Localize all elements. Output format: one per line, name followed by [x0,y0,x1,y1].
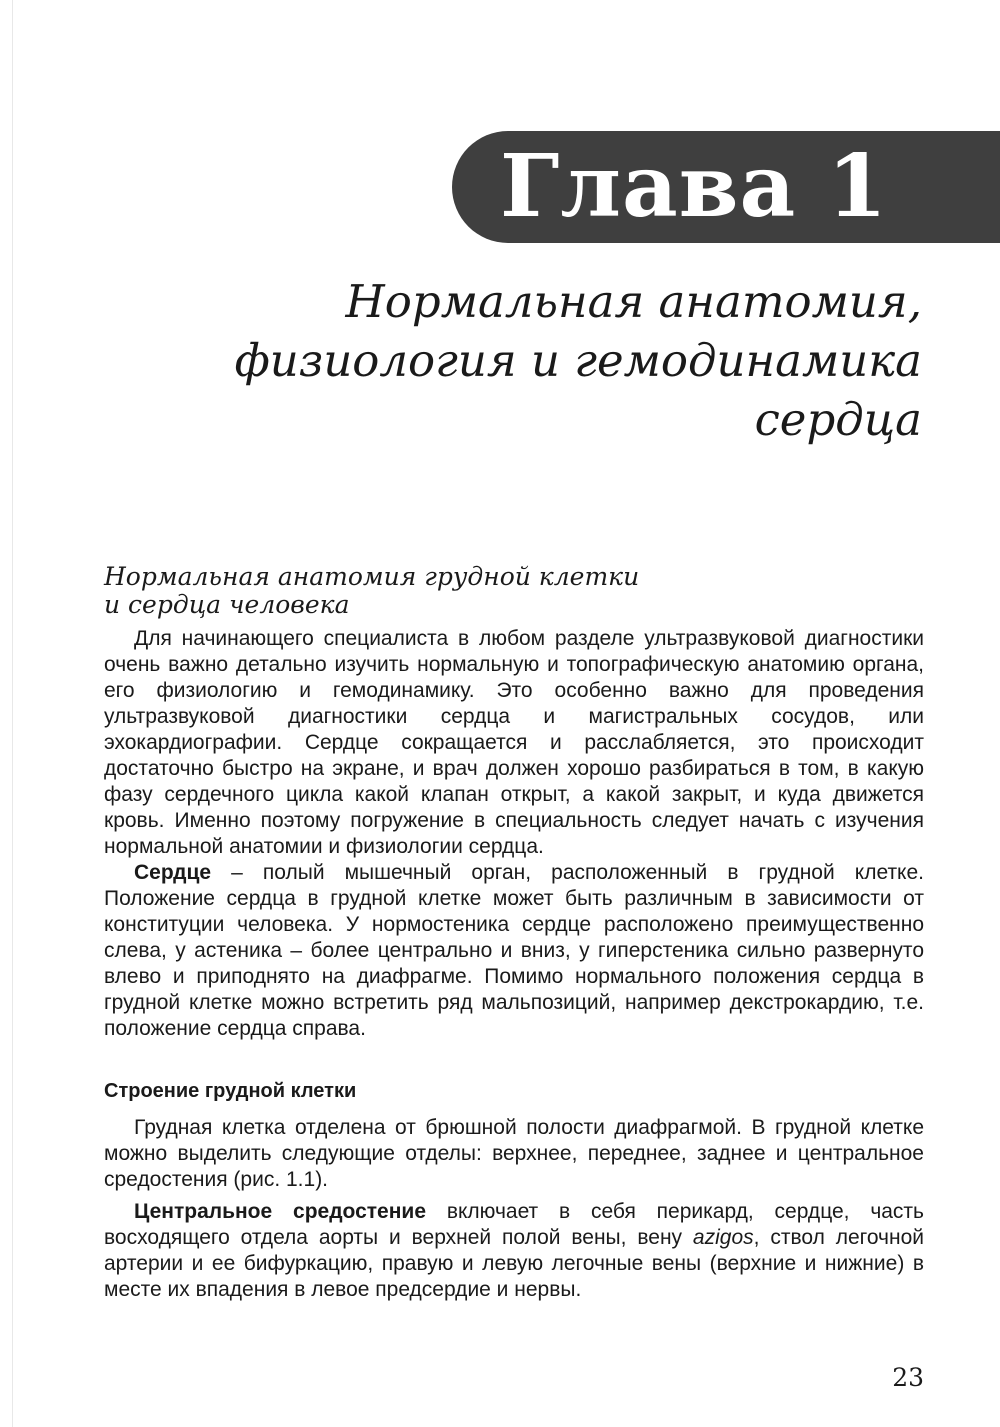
chapter-title [102,272,922,449]
chapter-title-line: физиология и гемодинамика [234,334,922,387]
chapter-label: Глава 1 [500,136,888,237]
chapter-title-line: Нормальная анатомия, [345,275,922,328]
page-edge-line [12,0,13,1427]
term-azigos: azigos [692,1226,754,1249]
chapter-title-line: сердца [754,393,922,446]
subsection-heading: Строение грудной клетки [104,1080,357,1102]
intro-paragraph: Для начинающего специалиста в любом разделе ультразвуковой диагностики очень важно детально изучить нормальную и топографическую анатомию органа, его физиологию и гемодинамику. Это особенно важно для проведения ультразвуковой диагностики сердца и магистральных сосудов, или эхокардиографии. Сердце сокращается и расслабляется, это происходит достаточно быстро на экране, и врач должен хорошо разбираться в том, в какую фазу сердечного цикла какой клапан открыт, а какой закрыт, и куда движется кровь. Именно поэтому погружение в специальность следует начать с изучения нормальной анатомии и физиологии сердца. [104,627,924,858]
subsection-body [104,1115,924,1303]
section-body [104,626,924,1042]
section-title-line: Нормальная анатомия грудной клетки [104,562,640,591]
page-number: 23 [892,1363,924,1392]
thorax-paragraph: Грудная клетка отделена от брюшной полости диафрагмой. В грудной клетке можно выделить следующие отделы: верхнее, переднее, заднее и центральное средостения (рис. 1.1). [104,1116,924,1191]
term-central-mediastinum: Центральное средостение [134,1200,426,1223]
mediastinum-paragraph: Центральное средостение включает в себя перикард, сердце, часть восходящего отдела аорты и верхней полой вены, вену azigos, ствол легочной артерии и ее бифуркацию, правую и левую легочные вены (верхние и нижние) в месте их впадения в левое предсердие и нервы. [104,1200,924,1301]
section-title-line: и сердца человека [104,590,350,619]
term-heart: Сердце [134,861,212,884]
heart-paragraph: Сердце – полый мышечный орган, расположенный в грудной клетке. Положение сердца в грудной клетке может быть различным в зависимости от конституции человека. У нормостеника сердце расположено преимущественно слева, у астеника – более центрально и вниз, у гиперстеника сильно развернуто влево и приподнято на диафрагме. Помимо нормального положения сердца в грудной клетке можно встретить ряд мальпозиций, например декстрокардию, т.е. положение сердца справа. [104,861,924,1040]
section-title [104,563,804,619]
